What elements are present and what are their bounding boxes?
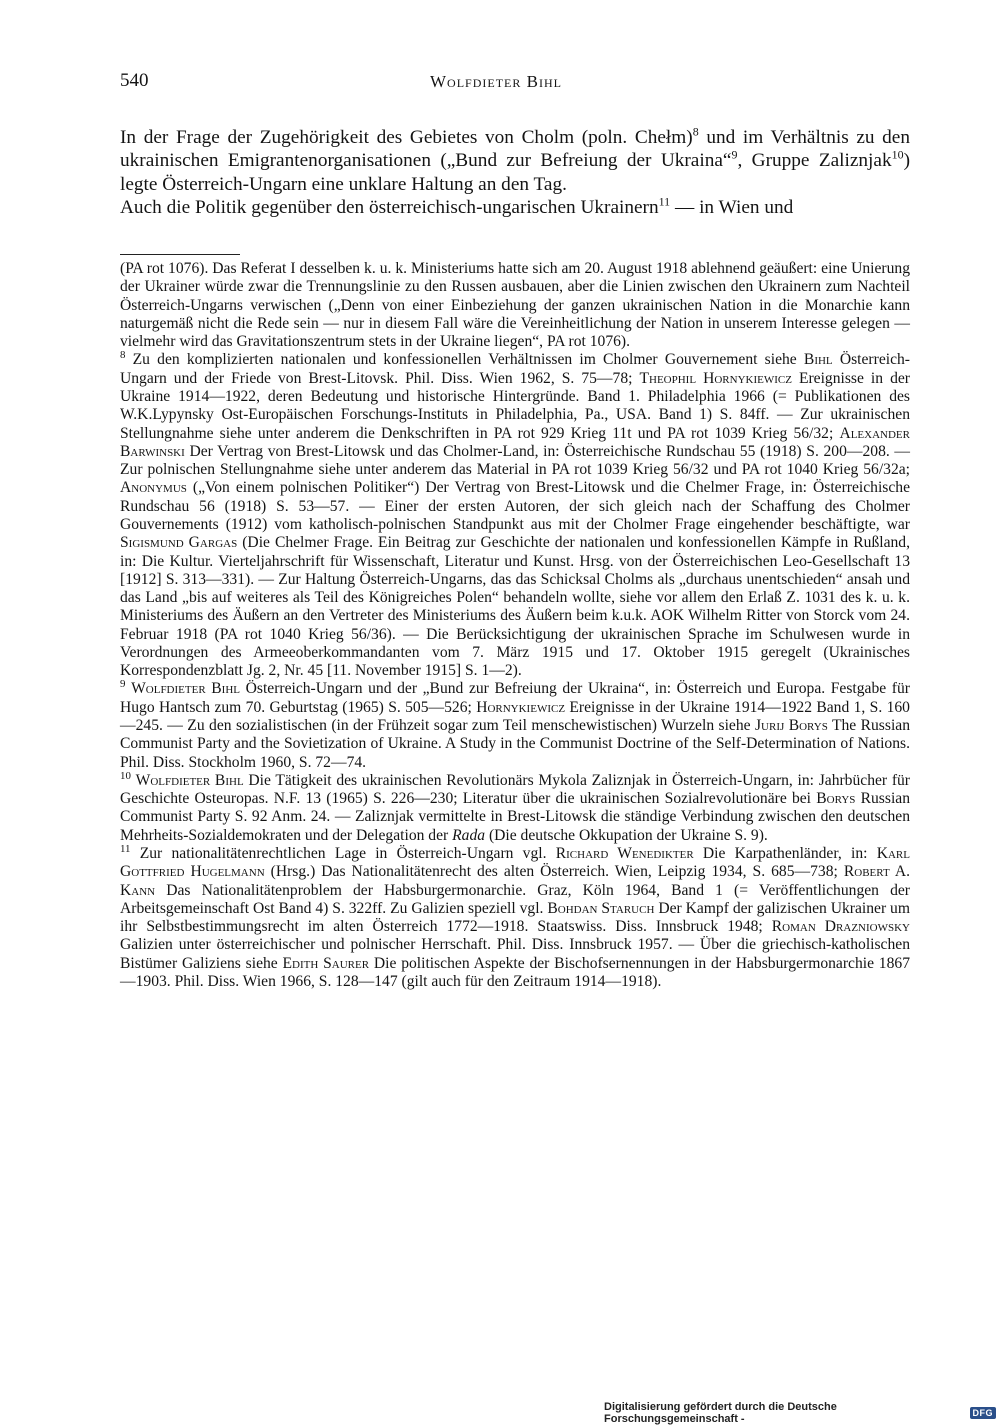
paragraph xyxy=(120,196,910,219)
text-run: ) legte Österreich-Ungarn eine unklare Haltung an den Tag. xyxy=(120,150,910,195)
page-header xyxy=(120,70,910,100)
text-run: The Russian Communist Party and the Sovietization of Ukraine. A Study in the Communist Doctrine of the Self-Determination of Nations. Phil. Diss. Stockholm 1960, S. 72—74. xyxy=(120,717,910,771)
running-head: Wolfdieter Bihl xyxy=(430,72,562,91)
text-run: und im Verhältnis zu den ukrainischen Emigrantenorganisationen („Bund zur Befreiung der Ukraina“ xyxy=(120,127,910,172)
author-name: Robert A. Kann xyxy=(120,863,910,899)
footnote-continuation: (PA rot 1076). Das Referat I desselben k. u. k. Ministeriums hatte sich am 20. August 1918 ablehnend geäußert: eine Unierung der Ukrainer würde zwar die Trennungslinie zu den Russen ausbauen, aber die Linien zwischen den Ukrainern zum Nachteil Österreich-Ungarns verwischen („Denn von einer Einbeziehung der ganzen ukrainischen Nation in die Monarchie kann naturgemäß nicht die Rede sein — nur in diesem Fall wäre die Vereinheitlichung der Nation in unserem Interesse gelegen — vielmehr wird das Gravitationszentrum stets in der Ukraine liegen“, PA rot 1076). xyxy=(120,260,910,351)
text-run: (Hrsg.) Das Nationalitätenrecht des alten Österreich. Wien, Leipzig 1934, S. 685—738; xyxy=(264,863,844,881)
author-name: Theophil Hornykiewicz xyxy=(639,369,792,387)
text-run: (Die Chelmer Frage. Ein Beitrag zur Geschichte der nationalen und konfessionellen Kämpfe in Rußland, in: Die Kultur. Vierteljahrschrift für Wissenschaft, Literatur und Kunst. Hrsg. von der Österreichischen Leo-Gesellschaft 13 [1912] S. 313—331). — Zur Haltung Österreich-Ungarns, das das Schicksal Cholms als „durchaus unentschieden“ ansah und das Land „bis auf weiteres als Teil des Königreiches Polen“ behandeln wollte, siehe vor allem den Erlaß Z. 1031 des k. u. k. Ministeriums des Äußern an den Vertreter des Ministeriums des Äußern beim k.u.k. AOK Wilhelm Ritter von Storck vom 24. Februar 1918 (PA rot 1040 Krieg 56/36). — Die Berücksichtigung der ukrainischen Sprache im Schulwesen wurde in Verordnungen des Armeeoberkommandanten vom 7. März 1915 und 17. Oktober 1915 geregelt (Ukrainisches Korrespondenzblatt Jg. 2, Nr. 45 [11. November 1915] S. 1—2). xyxy=(120,534,910,680)
footnote-ref: 8 xyxy=(692,124,699,139)
text-run: — in Wien und xyxy=(670,196,794,218)
text-run: Galizien unter österreichischer und polnischer Herrschaft. Phil. Diss. Innsbruck 1957. — Über die griechisch-katholischen Bistümer Galiziens siehe xyxy=(120,936,910,972)
page-number: 540 xyxy=(120,70,149,91)
footnote-9 xyxy=(120,680,910,771)
text-run: In der Frage der Zugehörigkeit des Gebietes von Cholm (poln. Chełm) xyxy=(120,127,693,148)
text-run: Auch die Politik gegenüber den österreichisch-ungarischen Ukrainern xyxy=(120,196,659,218)
author-name: Alexander Barwinski xyxy=(120,424,910,460)
text-run: Der Kampf der galizischen Ukrainer um ihr Selbstbestimmungsrecht im alten Österreich 1772—1918. Staatswiss. Diss. Innsbruck 1948; xyxy=(120,899,910,936)
footnote-number: 11 xyxy=(120,842,131,855)
author-name: Wolfdieter Bihl xyxy=(135,771,244,789)
author-name: Jurij Borys xyxy=(754,717,828,735)
text-run: Österreich-Ungarn und der „Bund zur Befreiung der Ukraina“, in: Österreich und Europa. Festgabe für Hugo Hantsch zum 70. Geburtstag (1965) S. 505—526; xyxy=(120,680,910,716)
text-run: Die Tätigkeit des ukrainischen Revolutionärs Mykola Zaliznjak in Österreich-Ungarn, in: Jahrbücher für Geschichte Osteuropas. N.F. 13 (1965) S. 226—230; Literatur über die ukrainischen Sozialrevolutionäre bei xyxy=(120,771,911,808)
text-run: Der Vertrag von Brest-Litowsk und das Cholmer-Land, in: Österreichische Rundschau 55 (1918) S. 200—208. — Zur polnischen Stellungnahme siehe unter anderem das Material in PA rot 1039 Krieg 56/32 und PA rot 1040 Krieg 56/32a; xyxy=(120,442,910,479)
dfg-logo-icon: DFG xyxy=(970,1407,997,1419)
text-run: Das Nationalitätenproblem der Habsburgermonarchie. Graz, Köln 1964, Band 1 (= Veröffentlichungen der Arbeitsgemeinschaft Ost Band 4) S. 322ff. Zu Galizien speziell vgl. xyxy=(120,881,910,917)
footnote-8 xyxy=(120,351,910,680)
digitization-footer xyxy=(604,1401,996,1425)
footnotes xyxy=(120,260,910,991)
author-name: Bihl xyxy=(803,351,833,369)
text-run: Russian Communist Party S. 92 Anm. 24. — Zaliznjak vermittelte in Brest-Litowsk die ständige Verbindung zwischen den deutschen Mehrheits-Sozialdemokraten und der Delegation der xyxy=(120,790,910,844)
author-name: Sigismund Gargas xyxy=(120,534,238,552)
italic-term: Rada xyxy=(452,826,486,844)
footnote-number: 8 xyxy=(120,349,126,362)
author-name: Edith Saurer xyxy=(282,954,370,972)
footnote-11 xyxy=(120,842,910,991)
author-name: Bohdan Staruch xyxy=(547,899,655,917)
text-run: Österreich-Ungarn und der Friede von Brest-Litovsk. Phil. Diss. Wien 1962, S. 75—78; xyxy=(120,351,910,387)
text-run: Die Karpathenländer, in: xyxy=(693,845,877,862)
text-run: , Gruppe Zaliznjak xyxy=(737,150,892,172)
author-name: Borys xyxy=(816,790,856,808)
author-name: Hornykiewicz xyxy=(476,698,566,716)
text-run: Zu den komplizierten nationalen und konfessionellen Verhältnissen im Cholmer Gouvernement siehe xyxy=(125,351,804,369)
author-name: Wolfdieter Bihl xyxy=(131,680,240,698)
text-run: (Die deutsche Okkupation der Ukraine S. 9). xyxy=(485,826,768,844)
footer-text: Digitalisierung gefördert durch die Deutsche Forschungsgemeinschaft - xyxy=(604,1401,837,1425)
text-run: („Von einem polnischen Politiker“) Der Vertrag von Brest-Litowsk und die Chelmer Frage, in: Österreichische Rundschau 56 (1918) S. 53—57. — Einer der ersten Autoren, der sich gleich nach der Schaffung des Cholmer Gouvernements (1912) vom katholisch-polnischen Standpunkt aus mit der Cholmer Frage eingehender beschäftigte, war xyxy=(120,479,910,533)
text-run: Die politischen Aspekte der Bischofsernennungen in der Habsburgermonarchie 1867—1903. Phil. Diss. Wien 1966, S. 128—147 (gilt auch für den Zeitraum 1914—1918). xyxy=(120,954,910,990)
text-run: Ereignisse in der Ukraine 1914—1922, deren Bedeutung und historische Hintergründe. Band 1. Philadelphia 1966 (= Publikationen des W.K.Lypynsky Ost-Europäischen Forschungs-Instituts in Philadelphia, Pa., USA. Band 1) S. 84ff. — Zur ukrainischen Stellungnahme siehe unter anderem die Denkschriften in PA rot 929 Krieg 11t und PA rot 1039 Krieg 56/32; xyxy=(120,369,910,442)
text-run: Ereignisse in der Ukraine 1914—1922 Band 1, S. 160—245. — Zu den sozialistischen (in der Frühzeit sogar zum Teil menschewistischen) Wurzeln siehe xyxy=(120,698,910,735)
main-text xyxy=(120,126,910,219)
footnote-number: 10 xyxy=(120,769,131,782)
paragraph xyxy=(120,126,910,196)
footnote-divider xyxy=(120,254,240,255)
footnote-ref: 9 xyxy=(731,147,738,162)
footnote-10 xyxy=(120,769,911,845)
author-name: Anonymus xyxy=(120,479,187,497)
footnote-ref: 10 xyxy=(891,147,904,162)
author-name: Roman Drazniowsky xyxy=(771,918,910,936)
author-name: Karl Gottfried Hugelmann xyxy=(120,845,910,881)
footnote-ref: 11 xyxy=(658,194,671,209)
text-run: Zur nationalitätenrechtlichen Lage in Österreich-Ungarn vgl. xyxy=(130,845,556,862)
author-name: Richard Wenedikter xyxy=(555,845,694,862)
footnote-number: 9 xyxy=(120,678,126,691)
